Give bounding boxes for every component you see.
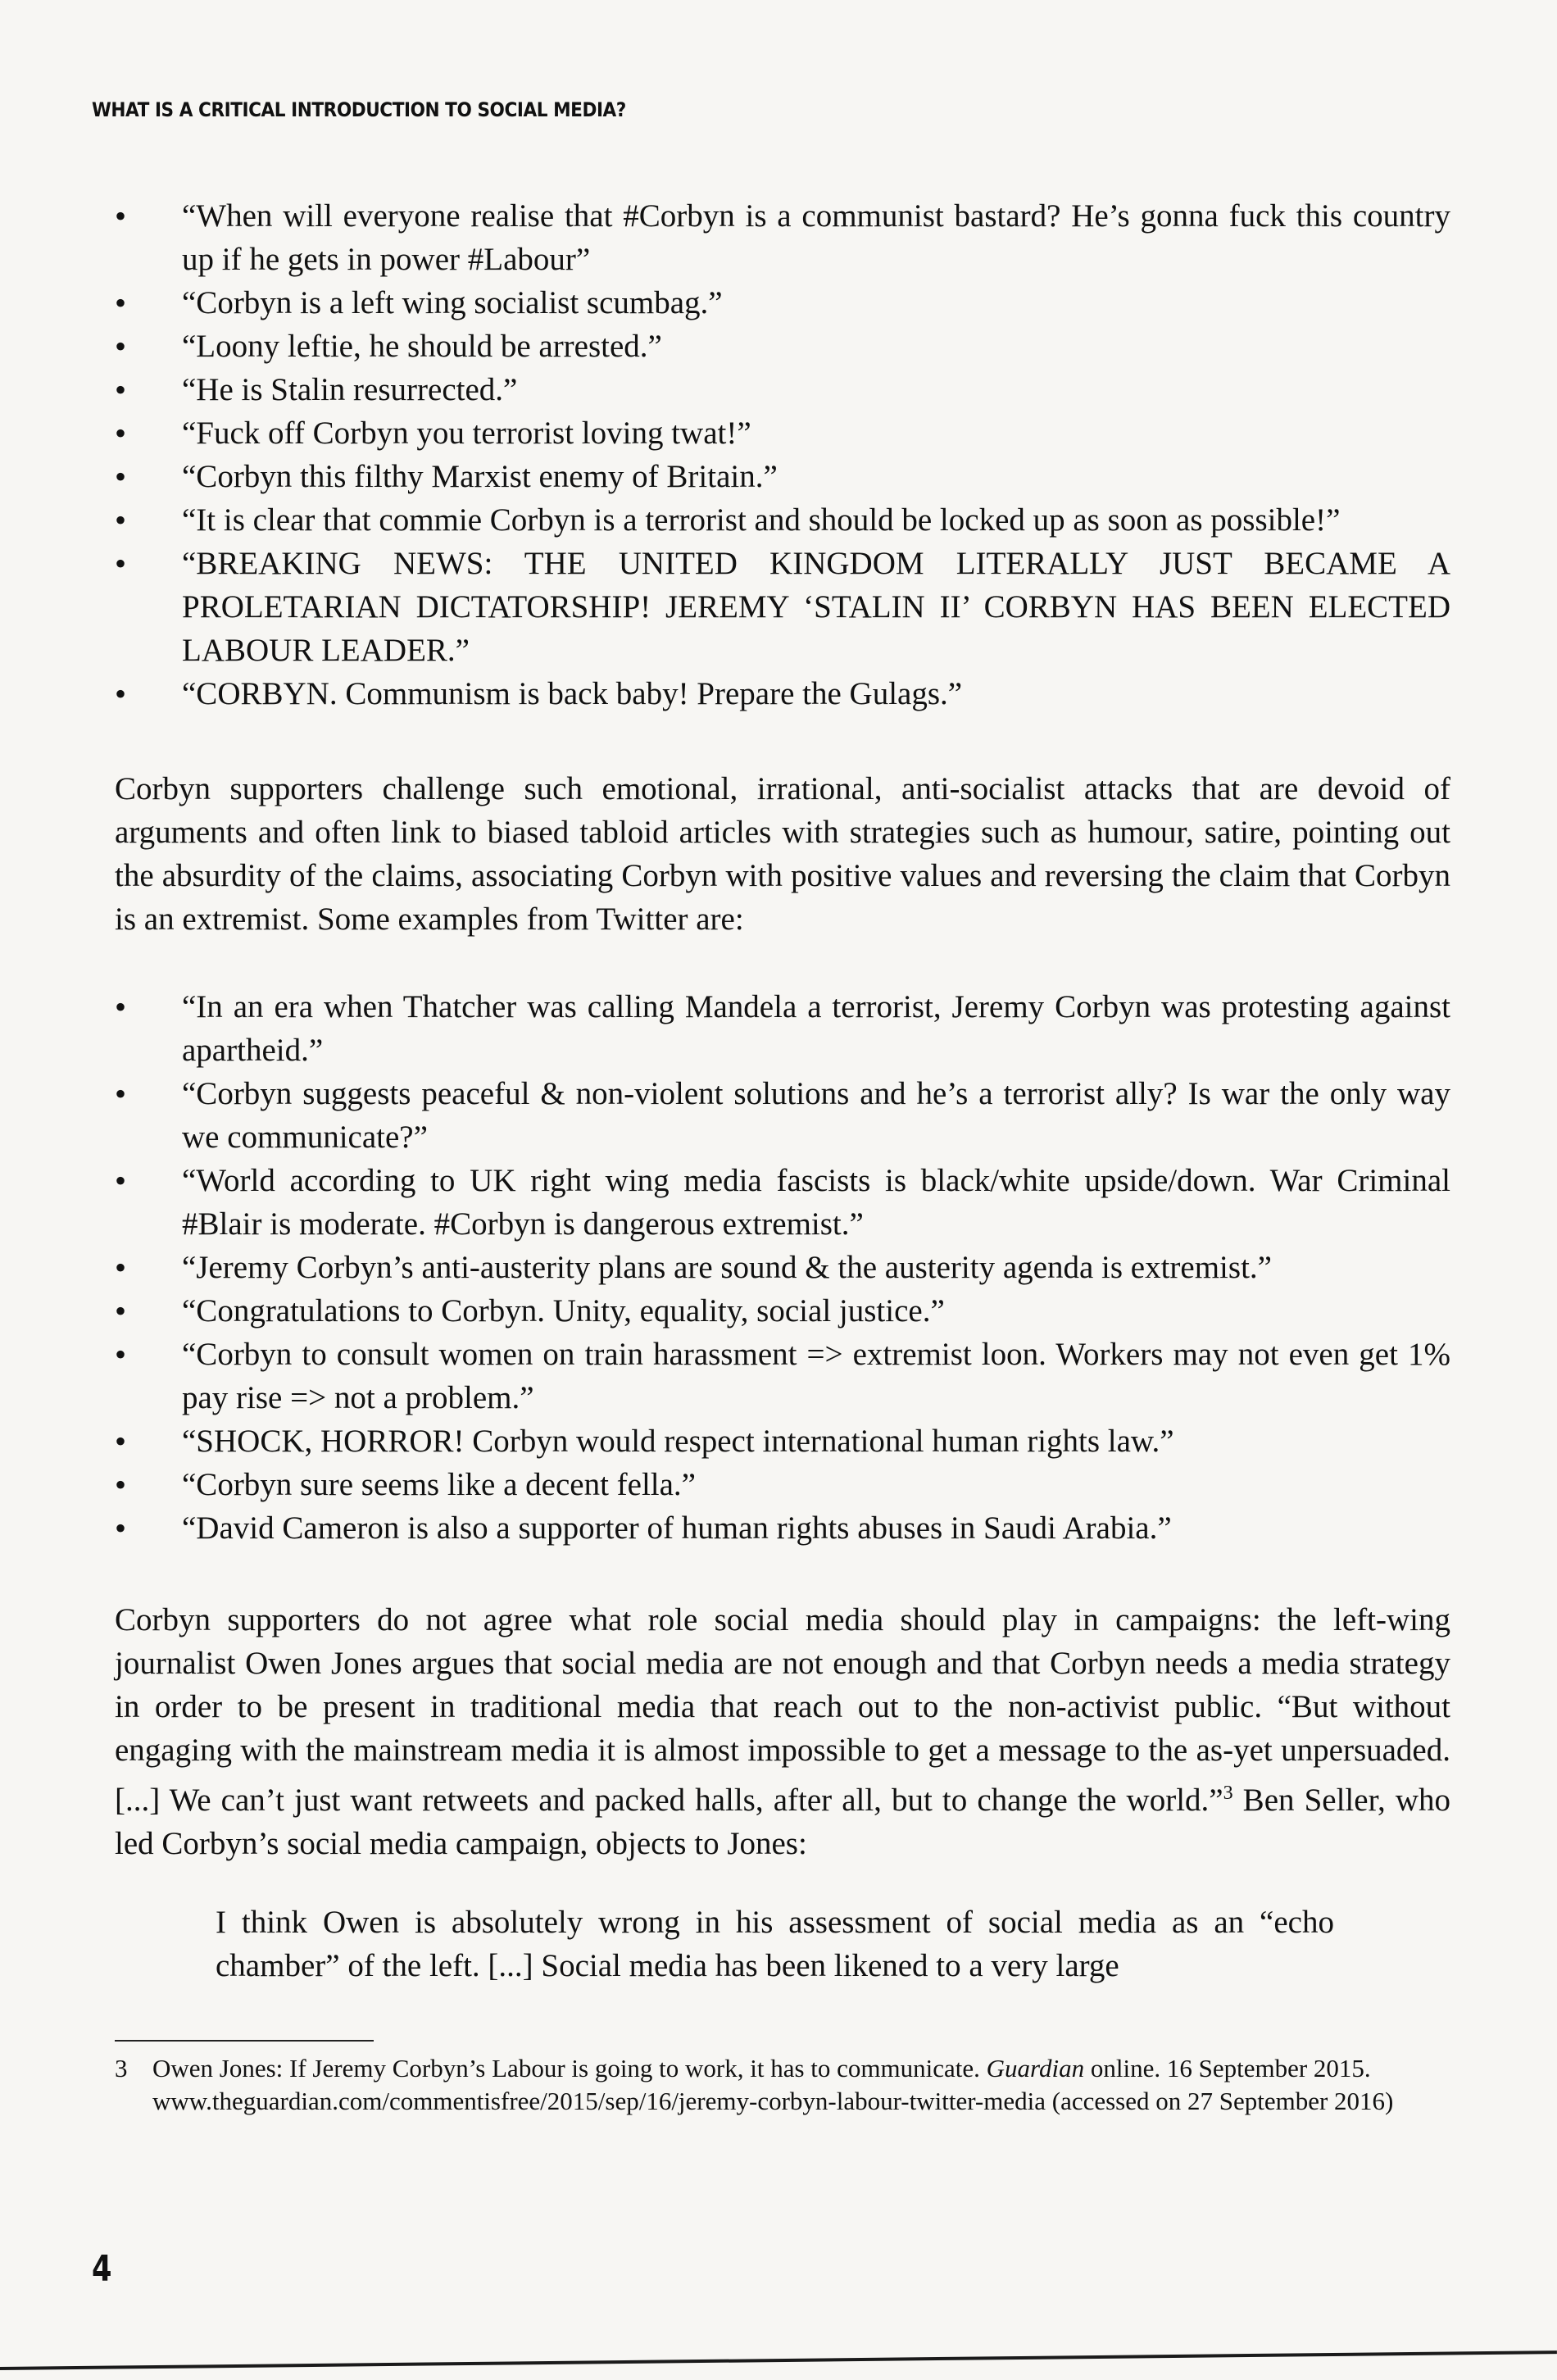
footnote-number: 3 [115,2054,128,2082]
list-item: • “BREAKING NEWS: THE UNITED KINGDOM LITERALLY JUST BECAME A PROLETARIAN DICTATORSHIP! JEREMY ‘STALIN II’ CORBYN HAS BEEN ELECTED LABOUR LEADER.” [115,542,1450,672]
paragraph-text: Ben Seller, who led Corbyn’s social media campaign, objects to Jones: [115,1783,1450,1861]
body-paragraph: Corbyn supporters challenge such emotional, irrational, anti-socialist attacks that are devoid of arguments and often link to biased tabloid articles with strategies such as humour, satire, pointing out the absurdity of the claims, associating Corbyn with positive values and reversing the claim that Corbyn is an extremist. Some examples from Twitter are: [115,771,1450,937]
footnote-divider [115,2040,374,2042]
footnote-text-part: online. 16 September 2015. www.theguardian.com/commentisfree/2015/sep/16/jeremy-corbyn-labour-twitter-media (accessed on 27 September 2016) [152,2054,1394,2115]
footnote-text-part: Owen Jones: If Jeremy Corbyn’s Labour is going to work, it has to communicate. [152,2054,987,2082]
list-item: • “SHOCK, HORROR! Corbyn would respect international human rights law.” [115,1419,1450,1463]
list-item: • “Corbyn is a left wing socialist scumbag.” [115,281,1450,325]
list-item: • “Jeremy Corbyn’s anti-austerity plans are sound & the austerity agenda is extremist.” [115,1246,1450,1289]
list-item: • “David Cameron is also a supporter of human rights abuses in Saudi Arabia.” [115,1506,1450,1550]
list-item: • “When will everyone realise that #Corbyn is a communist bastard? He’s gonna fuck this country up if he gets in power #Labour” [115,194,1450,281]
list-item: • “In an era when Thatcher was calling Mandela a terrorist, Jeremy Corbyn was protesting against apartheid.” [115,985,1450,1072]
list-item: • “Corbyn to consult women on train harassment => extremist loon. Workers may not even get 1% pay rise => not a problem.” [115,1333,1450,1419]
list-item: • “Fuck off Corbyn you terrorist loving twat!” [115,411,1450,455]
list-item: • “World according to UK right wing media fascists is black/white upside/down. War Criminal #Blair is moderate. #Corbyn is dangerous extremist.” [115,1159,1450,1246]
list-item: • “It is clear that commie Corbyn is a terrorist and should be locked up as soon as possible!” [115,498,1450,542]
hostile-tweets-list [115,194,1450,715]
list-item: • “Loony leftie, he should be arrested.” [115,325,1450,368]
list-item: • “Corbyn sure seems like a decent fella.” [115,1463,1450,1506]
list-item: • “He is Stalin resurrected.” [115,368,1450,411]
footnote-reference[interactable]: 3 [1223,1783,1233,1804]
footnote [115,2052,1442,2118]
paragraph-text: Corbyn supporters do not agree what role social media should play in campaigns: the left-wing journalist Owen Jones argues that social media are not enough and that Corbyn needs a media strategy in order to be present in traditional media that reach out to the non-activist public. “But without engaging with the mainstream media it is almost impossible to get a message to the as-yet unpersuaded. [...] We can’t just want retweets and packed halls, after all, but to change the world.” [115,1602,1450,1818]
list-item: • “CORBYN. Communism is back baby! Prepare the Gulags.” [115,672,1450,715]
page-edge-divider [0,2350,1557,2370]
list-item: • “Congratulations to Corbyn. Unity, equality, social justice.” [115,1289,1450,1333]
block-quote: I think Owen is absolutely wrong in his assessment of social media as an “echo chamber” of the left. [...] Social media has been likened to a very large [216,1905,1334,1983]
footnote-source-title: Guardian [986,2054,1085,2082]
page-number: 4 [92,2248,112,2290]
footnote-text [152,2052,1442,2118]
list-item: • “Corbyn this filthy Marxist enemy of Britain.” [115,455,1450,498]
body-paragraph [115,1598,1450,1865]
running-head: WHAT IS A CRITICAL INTRODUCTION TO SOCIAL MEDIA? [92,98,626,121]
supporter-tweets-list [115,985,1450,1550]
list-item: • “Corbyn suggests peaceful & non-violent solutions and he’s a terrorist ally? Is war the only way we communicate?” [115,1072,1450,1159]
